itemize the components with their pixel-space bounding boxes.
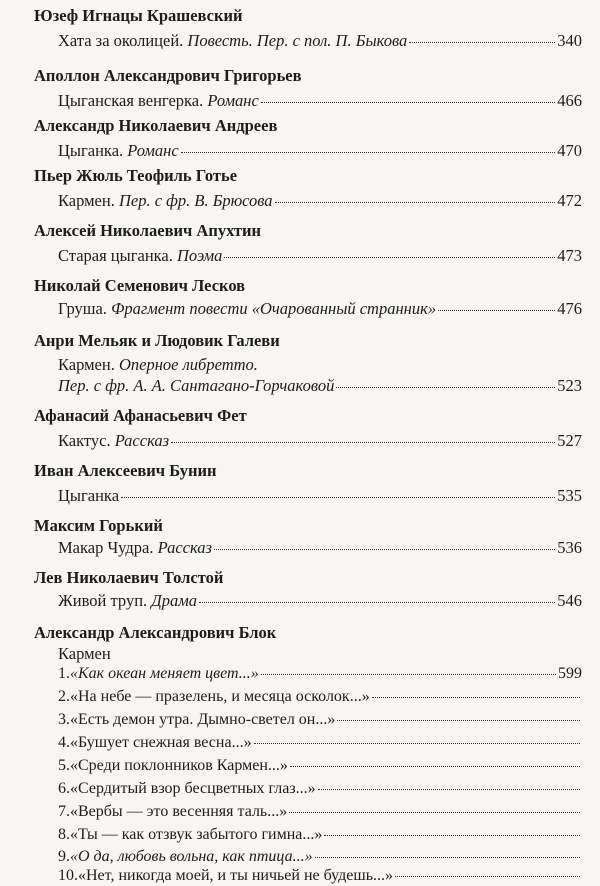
toc-entry[interactable] [58, 141, 582, 161]
toc-entry[interactable] [58, 802, 582, 822]
dot-leader [289, 812, 580, 813]
page-number: 527 [557, 431, 582, 450]
author-name: Пьер Жюль Теофиль Готье [34, 166, 238, 185]
page-number: 472 [557, 191, 582, 210]
entry-title: 2.«На небе — празелень, и месяца осколок...» [58, 688, 370, 705]
entry-title: Цыганская венгерка. Романс [58, 91, 259, 110]
entry-title: 1.«Как океан меняет цвет...» [58, 665, 259, 682]
toc-entry[interactable] [58, 756, 582, 776]
entry-title: Живой труп. Драма [58, 591, 198, 610]
toc-entry-line[interactable]: Кармен. Оперное либретто. [58, 355, 258, 374]
dot-leader [261, 674, 556, 675]
toc-entry[interactable] [58, 847, 582, 867]
dot-leader [275, 202, 556, 203]
entry-title: Хата за околицей. Повесть. Пер. с пол. П. Быкова [58, 31, 408, 50]
entry-title: 6.«Сердитый взор бесцветных глаз...» [58, 780, 316, 797]
page-number: 523 [557, 376, 582, 395]
dot-leader [438, 310, 555, 311]
toc-entry[interactable] [58, 376, 582, 396]
entry-title: 3.«Есть демон утра. Дымно-светел он...» [58, 711, 336, 728]
author-name: Афанасий Афанасьевич Фет [34, 406, 247, 425]
toc-entry[interactable] [58, 866, 582, 886]
entry-title: Пер. с фр. А. А. Сантагано-Горчаковой [58, 376, 335, 395]
toc-entry[interactable] [58, 687, 582, 707]
entry-title: 5.«Среди поклонников Кармен...» [58, 757, 288, 774]
dot-leader [261, 102, 555, 103]
toc-entry[interactable] [58, 31, 582, 51]
entry-title: Кармен. Пер. с фр. В. Брюсова [58, 191, 273, 210]
author-name: Александр Николаевич Андреев [34, 116, 278, 135]
dot-leader [290, 766, 580, 767]
dot-leader [315, 857, 580, 858]
dot-leader [171, 442, 555, 443]
entry-title: Груша. Фрагмент повести «Очарованный странник» [58, 299, 437, 318]
entry-title: Цыганка [58, 486, 120, 505]
author-name: Анри Мельяк и Людовик Галеви [34, 331, 280, 350]
toc-entry[interactable] [58, 486, 582, 506]
author-name: Николай Семенович Лесков [34, 276, 246, 295]
dot-leader [337, 720, 580, 721]
author-name: Иван Алексеевич Бунин [34, 461, 217, 480]
dot-leader [254, 743, 580, 744]
page-number: 466 [557, 91, 582, 110]
toc-entry[interactable] [58, 664, 582, 684]
dot-leader [318, 789, 580, 790]
dot-leader [199, 602, 555, 603]
toc-entry[interactable] [58, 779, 582, 799]
entry-title: 10.«Нет, никогда моей, и ты ничьей не будешь...» [58, 867, 394, 884]
entry-title: 8.«Ты — как отзвук забытого гимна...» [58, 826, 323, 843]
page-number: 536 [557, 538, 582, 557]
author-name: Юзеф Игнацы Крашевский [34, 6, 243, 25]
entry-title: Кактус. Рассказ [58, 431, 170, 450]
toc-entry[interactable] [58, 538, 582, 558]
dot-leader [372, 697, 580, 698]
dot-leader [324, 835, 580, 836]
toc-entry[interactable] [58, 299, 582, 319]
entry-title: 4.«Бушует снежная весна...» [58, 734, 252, 751]
entry-title: 7.«Вербы — это весенняя таль...» [58, 803, 288, 820]
entry-title: Макар Чудра. Рассказ [58, 538, 212, 557]
toc-entry[interactable] [58, 246, 582, 266]
toc-entry[interactable] [58, 825, 582, 845]
page-number: 473 [557, 246, 582, 265]
dot-leader [181, 152, 556, 153]
dot-leader [224, 257, 555, 258]
page-number: 546 [557, 591, 582, 610]
dot-leader [214, 549, 555, 550]
page-number: 476 [557, 299, 582, 318]
page-number: 470 [557, 141, 582, 160]
dot-leader [336, 387, 555, 388]
toc-entry[interactable] [58, 431, 582, 451]
page-number: 340 [557, 31, 582, 50]
toc-entry[interactable] [58, 191, 582, 211]
entry-title: Цыганка. Романс [58, 141, 179, 160]
toc-entry[interactable] [58, 733, 582, 753]
author-name: Максим Горький [34, 516, 163, 535]
entry-title: Старая цыганка. Поэма [58, 246, 223, 265]
author-name: Алексей Николаевич Апухтин [34, 221, 262, 240]
author-name: Лев Николаевич Толстой [34, 568, 224, 587]
author-name: Александр Александрович Блок [34, 623, 277, 642]
cycle-title[interactable]: Кармен [58, 644, 111, 663]
dot-leader [121, 497, 555, 498]
page-number: 599 [558, 665, 582, 682]
toc-entry[interactable] [58, 91, 582, 111]
dot-leader [409, 42, 555, 43]
author-name: Аполлон Александрович Григорьев [34, 66, 302, 85]
toc-entry[interactable] [58, 591, 582, 611]
entry-title: 9.«О да, любовь вольна, как птица...» [58, 848, 313, 865]
toc-entry[interactable] [58, 710, 582, 730]
page-number: 535 [557, 486, 582, 505]
dot-leader [395, 876, 580, 877]
